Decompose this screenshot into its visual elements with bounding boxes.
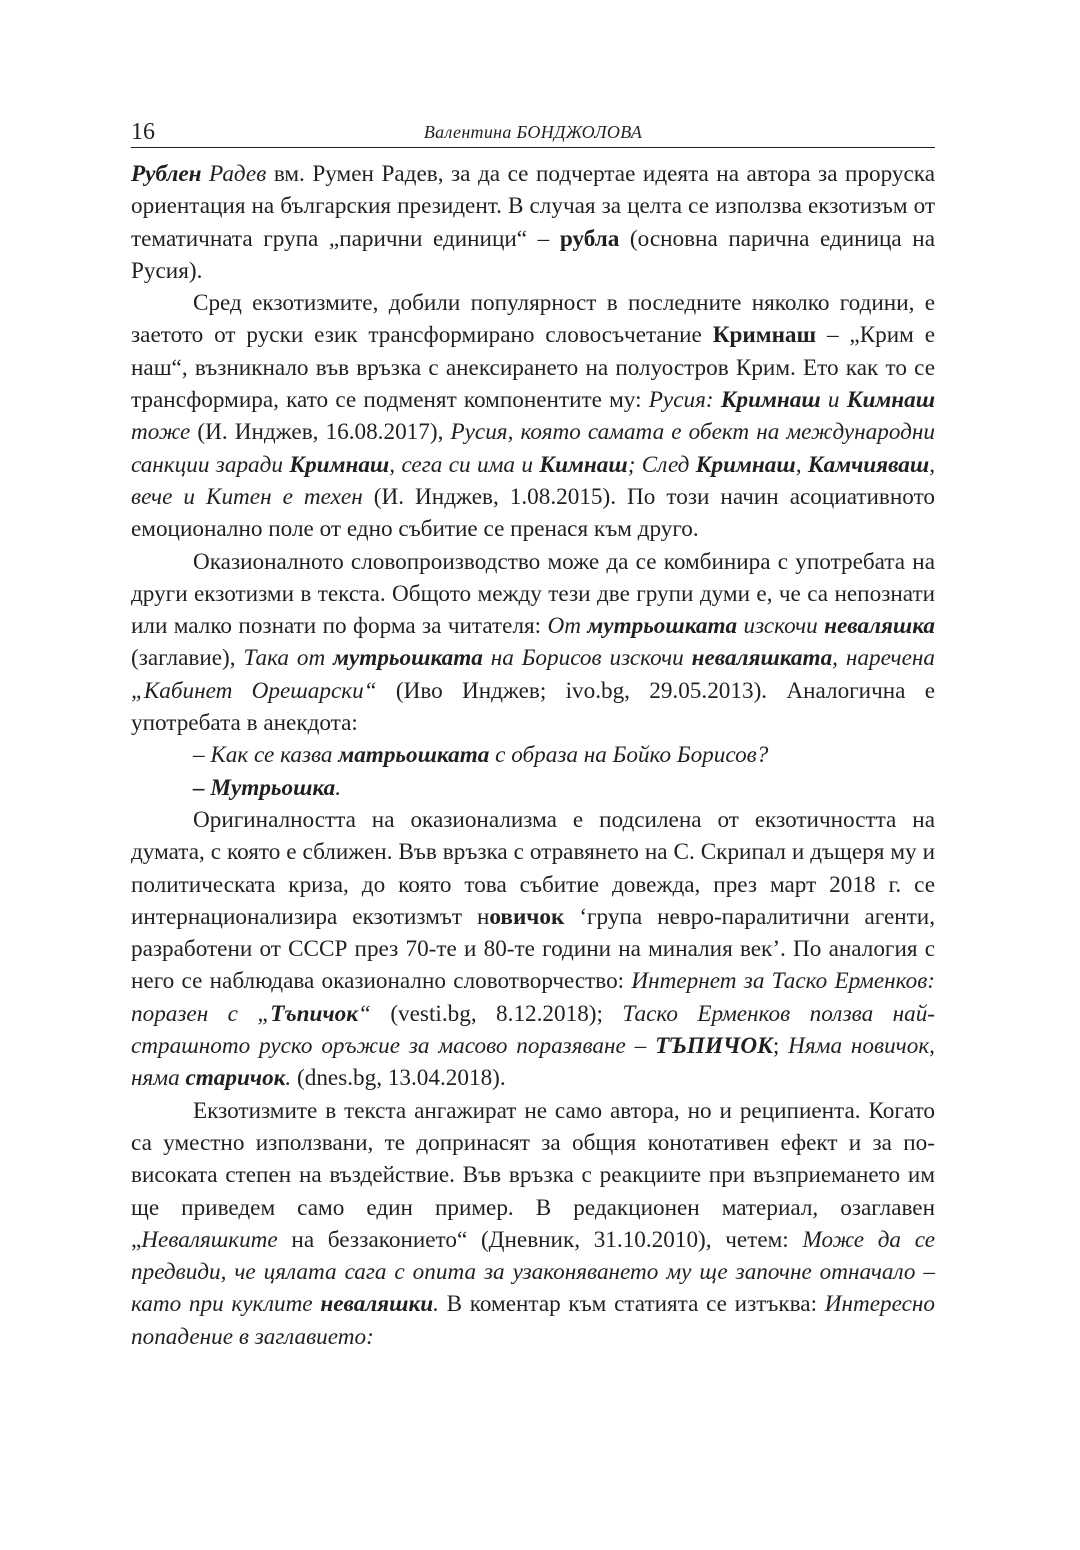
text-run: рубла [559,225,620,252]
paragraph [131,546,935,740]
text-run: Оригиналността на оказионализма е подсилена от екзотичността на думата, с която е сближен. Във връзка с отравянето на С. Скрипал и дъщеря му и политическата криза, до която това събитие довежда, през март 2018 г. се интернационализира екзотизмът н [131,806,935,930]
text-run: ‘група невро-паралитични агенти, разработени от СССР през 70-те и 80-те години на миналия век’. По аналогия с него се наблюдава оказионално словотворчество: [131,903,935,995]
text-run: . [433,1291,439,1318]
text-run: Кримнаш [712,322,817,349]
text-run: неваляшката [691,645,833,672]
paragraph [131,158,935,287]
text-run: на Борисов изскочи [482,645,692,672]
text-run: и [820,387,847,414]
text-run: Камчияваш [807,451,930,478]
text-run: мутрьошката [587,613,738,640]
text-run: Сред екзотизмите, добили популярност в последните няколко години, е заетото от руски език трансформирано словосъчетание [131,290,935,349]
text-run: изскочи [737,613,825,640]
text-run: Кимнаш [846,387,936,414]
text-run: (Иво Инджев; ivo.bg, 29.05.2013). Аналогична е употребата в анекдота: [131,677,935,737]
paragraph [131,287,935,545]
text-run: (dnes.bg, 13.04.2018). [291,1065,506,1092]
text-run: Няма новичок, няма [131,1033,935,1092]
book-page [131,117,935,1353]
text-run: – Как се казва [193,742,339,769]
text-run: ; След [627,451,696,478]
text-run: От [547,613,588,640]
text-run: Таско Ерменков ползва най-страшното руско оръжие за масово поразяване – [131,1000,936,1060]
text-run: вм. Румен Радев, за да се подчертае идеята на автора за проруска ориентация на българския президент. В случая за целта се използва екзотизъм от тематичната група „парични единици“ – [131,161,935,252]
text-run: , сега си има и [389,451,540,478]
running-title: Валентина БОНДЖОЛОВА [423,122,643,142]
text-run: ; [772,1033,789,1060]
text-run: Кримнаш [695,451,796,478]
text-run: Така от [243,645,334,672]
text-run: овичок [489,903,565,930]
dialog-line [131,772,935,804]
text-run: ТЪПИЧОК [655,1033,773,1060]
text-run: “ [357,1000,371,1027]
text-run: Неваляшките [141,1226,278,1253]
text-run: Интернет за Таско Ерменков: поразен с „ [131,968,935,1027]
text-run: , наречена „Кабинет Орешарски“ [131,645,935,704]
text-run: старичок [185,1065,286,1092]
text-run: Рублен [131,161,202,187]
text-run: Радев [201,161,267,187]
running-header [131,117,935,148]
text-run: Може да се предвиди, че цялата сага с опита за узаконяването му ще започне отначало – като при куклите [131,1226,935,1318]
text-run: Кимнаш [539,451,628,478]
dialog-line [131,739,935,771]
text-run: мутрьошката [333,645,483,672]
page-number: 16 [131,119,155,145]
text-run: с образа на Бойко Борисов? [489,742,769,769]
text-run: Тъпичок [270,1000,358,1027]
text-run: (заглавие), [131,645,244,672]
text-run: Екзотизмите в текста ангажират не само автора, но и реципиента. Когато са уместно използвани, те допринасят за общия конотативен ефект и за по-високата степен на въздействие. Във връзка с реакциите при възприемането им ще приведем само един пример. В редакционен материал, озаглавен „ [131,1097,935,1253]
paragraph [131,1095,935,1353]
text-run: неваляшка [824,613,935,640]
text-run: неваляшки [320,1291,434,1318]
text-run: В коментар към статията се изтъква: [438,1291,825,1318]
body-text [131,158,935,1353]
text-run: Кримнаш [289,451,390,478]
text-run: на беззаконието“ (Дневник, 31.10.2010), четем: [277,1226,803,1253]
text-run: Интересно попадение в заглавието: [131,1291,935,1350]
text-run: – „Крим е наш“, възникнало във връзка с анексирането на полуостров Крим. Ето как то се трансформира, като се подменят компонентите му: [131,322,936,414]
text-run: (vesti.bg, 8.12.2018); [370,1000,623,1027]
text-run: матрьошката [338,742,490,769]
text-run: (основна парична единица на Русия). [131,225,935,284]
text-run: . [285,1065,292,1092]
text-run: . [335,774,342,801]
text-run: Кримнаш [720,387,821,414]
paragraph [131,804,935,1095]
text-run: – Мутрьошка [193,774,336,801]
text-run: , вече и Китен е техен [131,451,935,510]
text-run: Русия, която самата е обект на международни санкции заради [131,419,935,478]
text-run: , [795,451,808,478]
text-run: (И. Инджев, 1.08.2015). По този начин асоциативното емоционално поле от едно събитие се пренася към друго. [131,483,935,543]
text-run: Оказионалното словопроизводство може да се комбинира с употребата на други екзотизми в текста. Общото между тези две групи думи е, че са непознати или малко познати по форма за читателя: [131,548,935,640]
text-run: тоже [131,419,191,446]
text-run: Русия: [648,387,721,414]
text-run: (И. Инджев, 16.08.2017), [190,419,451,446]
